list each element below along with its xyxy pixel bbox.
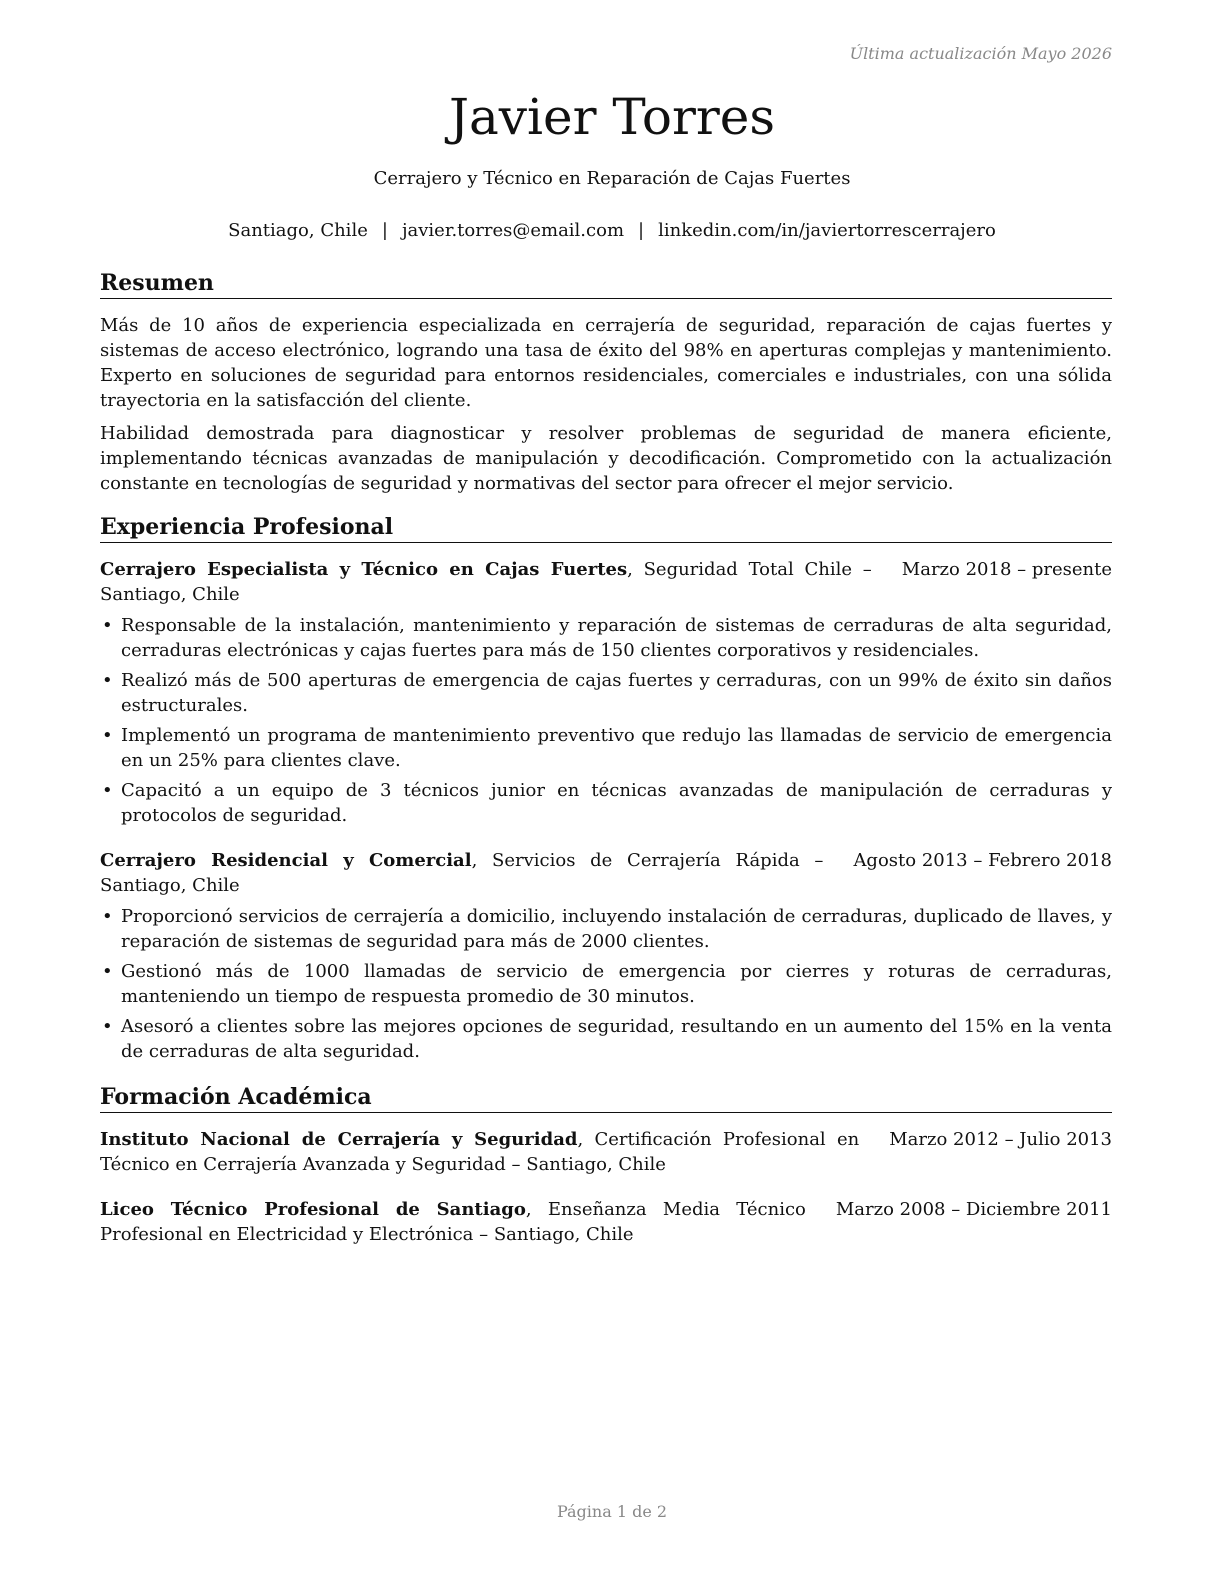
summary-paragraph: Más de 10 años de experiencia especializada en cerrajería de seguridad, reparación de cajas fuertes y sistemas de acceso electrónico, logrando una tasa de éxito del 98% en aperturas complejas y mantenimiento. Experto en soluciones de seguridad para entornos residenciales, comerciales e industriales, con una sólida trayectoria en la satisfacción del cliente. [100,315,1112,411]
job-header [100,848,1112,898]
job-bullet: • Realizó más de 500 aperturas de emergencia de cajas fuertes y cerraduras, con un 99% de éxito sin daños estructurales. [100,668,1112,718]
job-header [100,557,1112,607]
job-role: Cerrajero Residencial y Comercial [100,850,472,871]
education-heading [100,1197,836,1247]
experience-section [100,514,1112,1064]
contact-email[interactable]: javier.torres@email.com [401,220,625,241]
section-title-experience: Experiencia Profesional [100,514,1112,543]
summary-section [100,270,1112,496]
contact-separator: | [381,220,388,241]
education-heading [100,1127,889,1177]
job-dates: Marzo 2018 – presente [901,559,1112,580]
job-bullet: • Asesoró a clientes sobre las mejores opciones de seguridad, resultando en un aumento del 15% en la venta de cerraduras de alta seguridad. [100,1014,1112,1064]
education-header [100,1197,1112,1247]
education-program: , Enseñanza Media Técnico Profesional en Electricidad y Electrónica – Santiago, Chile [100,1199,806,1245]
contact-line [0,220,1224,241]
education-entry [100,1127,1112,1177]
job-role: Cerrajero Especialista y Técnico en Cajas Fuertes [100,559,628,580]
job-bullet: • Implementó un programa de mantenimiento preventivo que redujo las llamadas de servicio de emergencia en un 25% para clientes clave. [100,723,1112,773]
job-entry [100,557,1112,828]
resume-content [100,270,1112,1267]
education-section [100,1084,1112,1247]
education-school: Liceo Técnico Profesional de Santiago [100,1199,526,1220]
job-bullets [100,904,1112,1064]
job-bullets [100,613,1112,828]
job-organization: , Seguridad Total Chile – Santiago, Chile [100,559,872,605]
education-dates: Marzo 2012 – Julio 2013 [889,1129,1112,1150]
education-entry [100,1197,1112,1247]
job-heading [100,848,853,898]
education-dates: Marzo 2008 – Diciembre 2011 [835,1199,1112,1220]
job-dates: Agosto 2013 – Febrero 2018 [853,850,1112,871]
contact-separator: | [638,220,645,241]
job-organization: , Servicios de Cerrajería Rápida – Santiago, Chile [100,850,824,896]
last-updated: Última actualización Mayo 2026 [849,44,1112,63]
job-entry [100,848,1112,1064]
summary-paragraph: Habilidad demostrada para diagnosticar y resolver problemas de seguridad de manera eficiente, implementando técnicas avanzadas de manipulación y decodificación. Comprometido con la actualización constante en tecnologías de seguridad y normativas del sector para ofrecer el mejor servicio. [100,423,1112,494]
contact-location: Santiago, Chile [228,220,368,241]
education-school: Instituto Nacional de Cerrajería y Seguridad [100,1129,578,1150]
candidate-name: Javier Torres [448,88,776,146]
section-title-summary: Resumen [100,270,1112,299]
education-program: , Certificación Profesional en Técnico en Cerrajería Avanzada y Seguridad – Santiago, Chile [100,1129,860,1175]
page-number: Página 1 de 2 [556,1502,668,1521]
job-bullet: • Responsable de la instalación, mantenimiento y reparación de sistemas de cerraduras de alta seguridad, cerraduras electrónicas y cajas fuertes para más de 150 clientes corporativos y residenciales. [100,613,1112,663]
job-bullet: • Capacitó a un equipo de 3 técnicos junior en técnicas avanzadas de manipulación de cerraduras y protocolos de seguridad. [100,778,1112,828]
job-bullet: • Gestionó más de 1000 llamadas de servicio de emergencia por cierres y roturas de cerraduras, manteniendo un tiempo de respuesta promedio de 30 minutos. [100,959,1112,1009]
contact-linkedin[interactable]: linkedin.com/in/javiertorrescerrajero [658,220,996,241]
job-heading [100,557,902,607]
education-header [100,1127,1112,1177]
candidate-title: Cerrajero y Técnico en Reparación de Cajas Fuertes [373,168,851,189]
job-bullet: • Proporcionó servicios de cerrajería a domicilio, incluyendo instalación de cerraduras, duplicado de llaves, y reparación de sistemas de seguridad para más de 2000 clientes. [100,904,1112,954]
section-title-education: Formación Académica [100,1084,1112,1113]
